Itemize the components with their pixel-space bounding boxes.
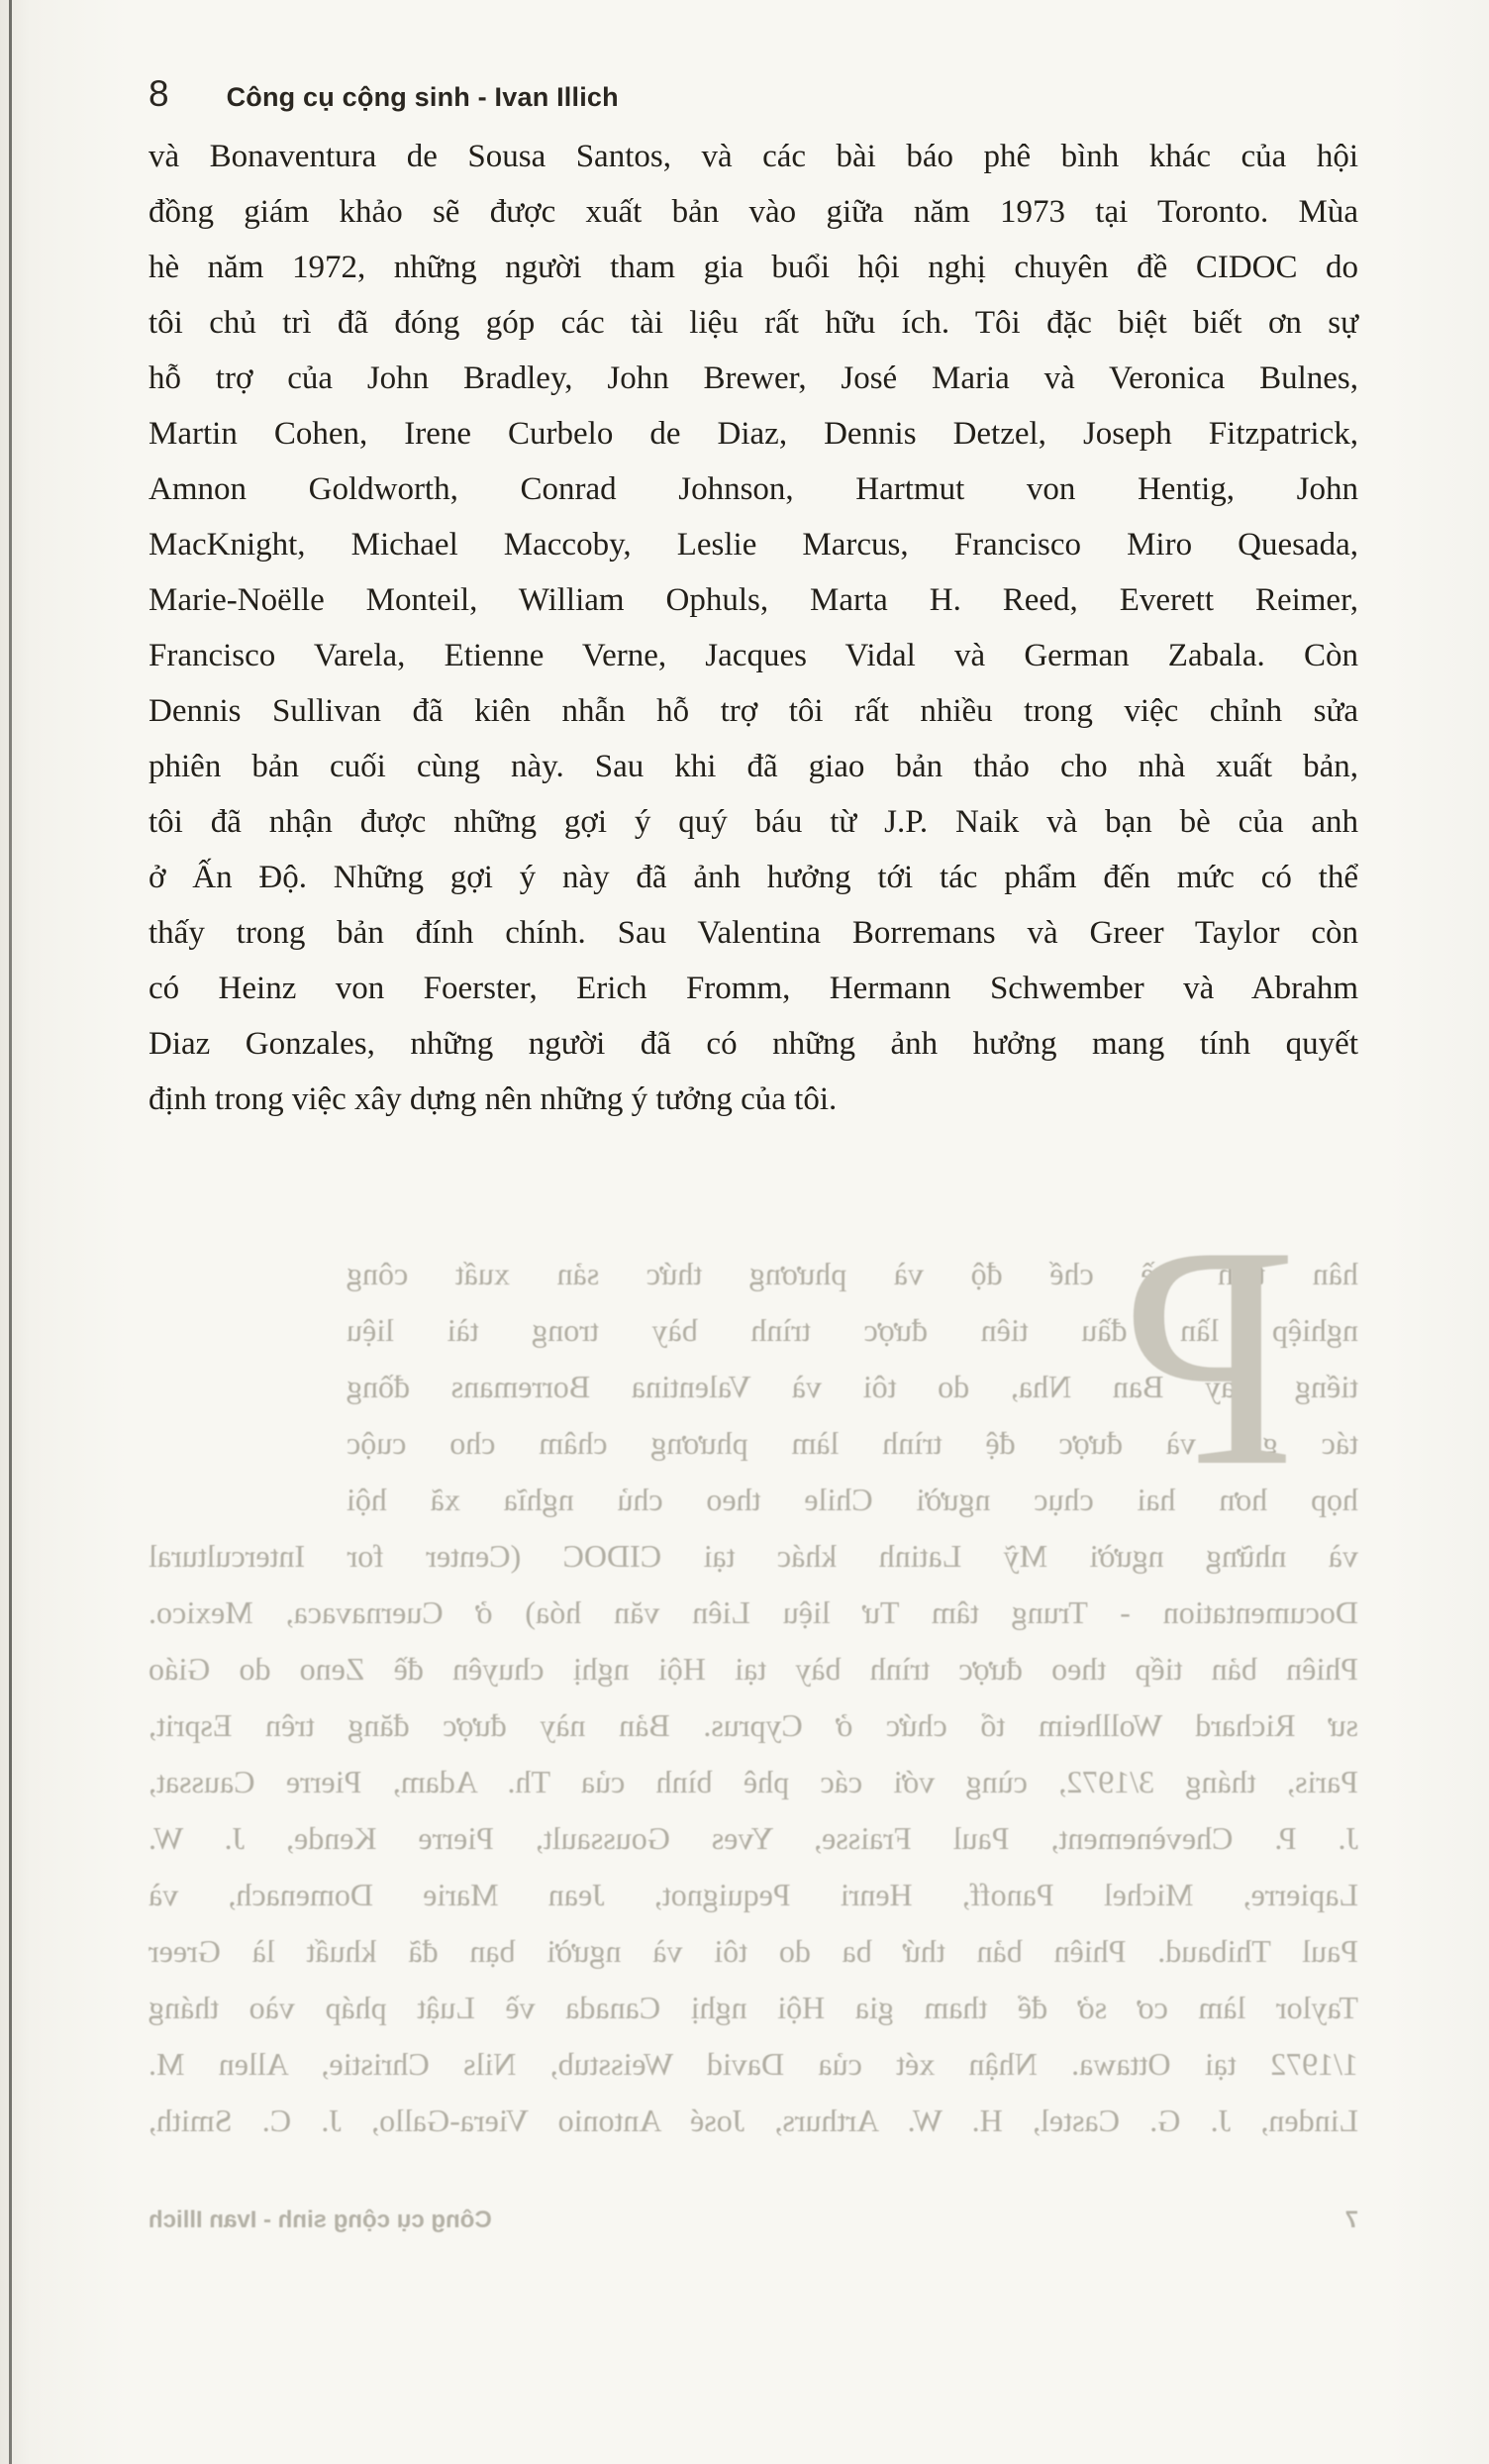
bleed-text-line: và những người Mỹ Latinh khác tại CIDOC (Center for Intercultural bbox=[149, 1538, 1358, 1574]
text-line: MacKnight, Michael Maccoby, Leslie Marcus, Francisco Miro Quesada, bbox=[149, 527, 1358, 563]
bleed-footer-title: Công cụ cộng sinh - Ivan Illich bbox=[149, 2207, 492, 2233]
body-text bbox=[149, 129, 1358, 1127]
drop-cap-letter-p: P bbox=[1121, 1181, 1297, 1532]
bleed-text-line: Lapierre, Michel Panoff, Henri Pequignot, Jean Marie Domenach, và bbox=[149, 1877, 1358, 1912]
text-line: và Bonaventura de Sousa Santos, và các bài báo phê bình khác của hội bbox=[149, 139, 1358, 174]
text-line: có Heinz von Foerster, Erich Fromm, Hermann Schwember và Abrahm bbox=[149, 971, 1358, 1006]
text-line: thấy trong bản đính chính. Sau Valentina Borremans và Greer Taylor còn bbox=[149, 915, 1358, 951]
text-line: Amnon Goldworth, Conrad Johnson, Hartmut von Hentig, John bbox=[149, 471, 1358, 507]
text-line: tôi đã nhận được những gợi ý quý báu từ J.P. Naik và bạn bè của anh bbox=[149, 804, 1358, 840]
text-line: Marie-Noëlle Monteil, William Ophuls, Marta H. Reed, Everett Reimer, bbox=[149, 582, 1358, 618]
bleed-text-line: Taylor làm cơ sở để tham gia Hội nghị Canada về Luật pháp vào tháng bbox=[149, 1990, 1358, 2025]
text-line: đồng giám khảo sẽ được xuất bản vào giữa năm 1973 tại Toronto. Mùa bbox=[149, 194, 1358, 230]
page-binding-edge-line bbox=[9, 0, 12, 2464]
bleed-through-text bbox=[149, 1181, 1358, 2149]
bleed-text-line: hân tích về chế độ và phương thức sản xuất công bbox=[347, 1256, 1358, 1291]
bleed-text-line: tiếng Tây Ban Nha, do tôi và Valentina Borremans đồng bbox=[347, 1369, 1358, 1404]
bleed-footer-page-number: 7 bbox=[1344, 2207, 1358, 2233]
bleed-text-line: Documentation - Trung tâm Tư liệu Liên văn hóa) ở Cuernavaca, Mexico. bbox=[149, 1594, 1358, 1630]
bleed-text-line: họp hơn hai chục người Chile theo chủ nghĩa xã hội bbox=[347, 1482, 1358, 1517]
text-line: Dennis Sullivan đã kiên nhẫn hỗ trợ tôi rất nhiều trong việc chỉnh sửa bbox=[149, 693, 1358, 729]
bleed-text-line: Linden, J. G. Castel, H. W. Arthurs, José Antonio Viera-Gallo, J. C. Smith, bbox=[149, 2103, 1358, 2138]
text-line: Francisco Varela, Etienne Verne, Jacques Vidal và German Zabala. Còn bbox=[149, 638, 1358, 673]
text-line: hè năm 1972, những người tham gia buổi hội nghị chuyên đề CIDOC do bbox=[149, 250, 1358, 285]
bleed-text-line: J. P. Chevènement, Paul Fraisse, Yves Goussault, Pierre Kende, J. W. bbox=[149, 1820, 1358, 1856]
text-line: phiên bản cuối cùng này. Sau khi đã giao bản thảo cho nhà xuất bản, bbox=[149, 749, 1358, 784]
bleed-text-line: tác giả và được đệ trình làm phương châm cho cuộc bbox=[347, 1425, 1358, 1461]
bleed-text-line: 1/1972 tại Ottawa. Nhận xét của David Weisstub, Nils Christie, Allen M. bbox=[149, 2046, 1358, 2082]
page-header bbox=[149, 73, 619, 115]
bleed-footer bbox=[149, 2207, 1358, 2234]
page-number: 8 bbox=[149, 73, 169, 114]
bleed-text-line: Paris, tháng 3/1972, cùng với các phê bình của Th. Adam, Pierre Caussat, bbox=[149, 1764, 1358, 1799]
text-line: Diaz Gonzales, những người đã có những ảnh hưởng mang tính quyết bbox=[149, 1026, 1358, 1062]
text-line: ở Ấn Độ. Những gợi ý này đã ảnh hưởng tới tác phẩm đến mức có thể bbox=[149, 860, 1358, 895]
text-line: hỗ trợ của John Bradley, John Brewer, José Maria và Veronica Bulnes, bbox=[149, 360, 1358, 396]
bleed-text-line: nghiệp lần đầu tiên được trình bày trong tài liệu bbox=[347, 1312, 1358, 1348]
running-title: Công cụ cộng sinh - Ivan Illich bbox=[226, 82, 619, 112]
bleed-text-line: Paul Thibaud. Phiên bản thứ ba do tôi và người bạn đã khuất là Greer bbox=[149, 1933, 1358, 1969]
text-line: định trong việc xây dựng nên những ý tưởng của tôi. bbox=[149, 1081, 838, 1117]
bleed-text-line: sư Richard Wollheim tổ chức ở Cyprus. Bản này được đăng trên Esprit, bbox=[149, 1707, 1358, 1743]
text-line: tôi chủ trì đã đóng góp các tài liệu rất hữu ích. Tôi đặc biệt biết ơn sự bbox=[149, 305, 1358, 341]
text-line: Martin Cohen, Irene Curbelo de Diaz, Dennis Detzel, Joseph Fitzpatrick, bbox=[149, 416, 1358, 452]
bleed-text-line: Phiên bản tiếp theo được trình bày tại Hội nghị chuyên đề Zeno do Giáo bbox=[149, 1651, 1358, 1687]
